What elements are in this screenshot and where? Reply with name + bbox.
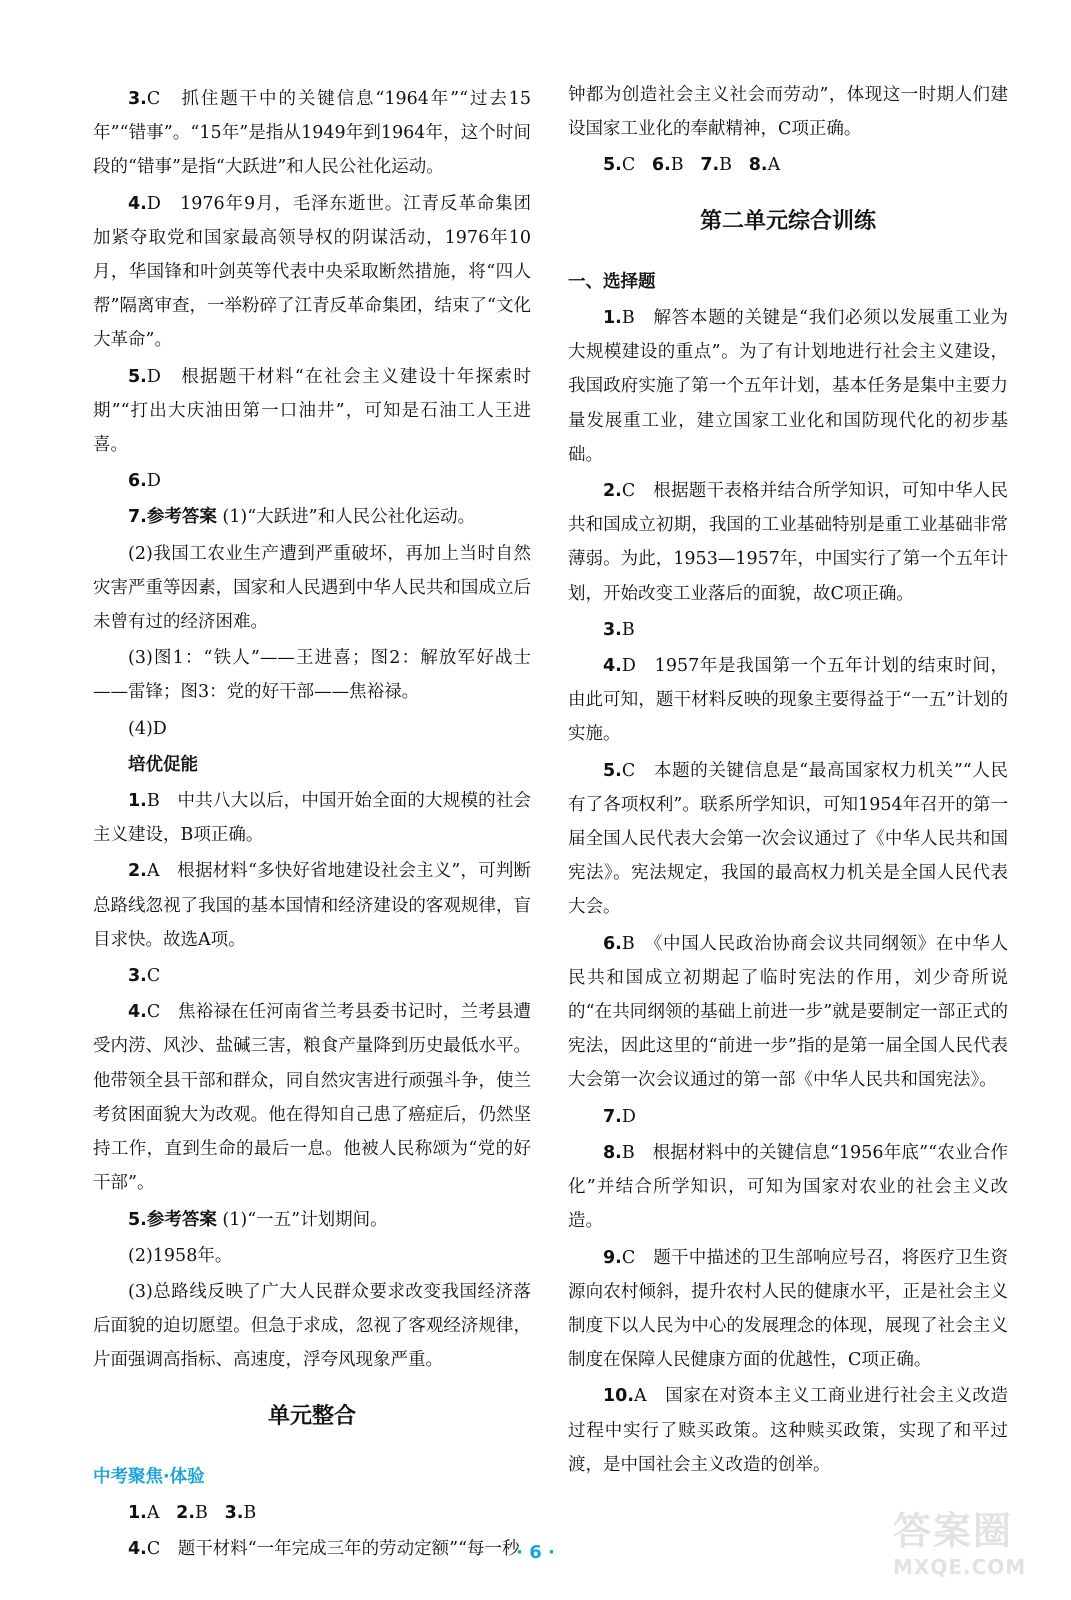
answer-item: 3.C — [128, 966, 161, 987]
answer-item: 5.D 根据题干材料“在社会主义建设十年探索时期”“打出大庆油田第一口油井”，可知是石油工人王进喜。 — [93, 366, 531, 456]
section-heading-peiyou: 培优促能 — [128, 754, 198, 775]
answer-item: 5.参考答案 (1)“一五”计划期间。 — [128, 1209, 388, 1230]
left-column — [93, 82, 531, 1568]
page-number: · 6 · — [516, 1542, 555, 1563]
answer-item: 4.C 焦裕禄在任河南省兰考县委书记时，兰考县遭受内涝、风沙、盐碱三害，粮食产量降到历史最低水平。他带领全县干部和群众，同自然灾害进行顽强斗争，使兰考贫困面貌大为改观。他在得知自己患了癌症后，仍然坚持工作，直到生命的最后一息。他被人民称颂为“党的好干部”。 — [93, 1002, 531, 1194]
answer-item: 8.B 根据材料中的关键信息“1956年底”“农业合作化”并结合所学知识，可知为国家对农业的社会主义改造。 — [568, 1142, 1008, 1232]
answer-subpart: (3)总路线反映了广大人民群众要求改变我国经济落后面貌的迫切愿望。但急于求成，忽视了客观经济规律，片面强调高指标、高速度，浮夸风现象严重。 — [93, 1281, 531, 1371]
answer-item: 1.B 中共八大以后，中国开始全面的大规模的社会主义建设，B项正确。 — [93, 791, 531, 846]
answer-item: 3.B — [603, 619, 635, 640]
answer-line: 1.A 2.B 3.B — [128, 1502, 257, 1523]
answer-item: 6.B 《中国人民政治协商会议共同纲领》在中华人民共和国成立初期起了临时宪法的作用，刘少奇所说的“在共同纲领的基础上前进一步”就是要制定一部正式的宪法，因此这里的“前进一步”指的是第一届全国人民代表大会第一次会议通过的第一部《中华人民共和国宪法》。 — [568, 933, 1008, 1091]
answer-item: 4.D 1957年是我国第一个五年计划的结束时间，由此可知，题干材料反映的现象主要得益于“一五”计划的实施。 — [568, 656, 1008, 745]
watermark-bottom: MXQE.COM — [893, 1555, 1027, 1579]
answer-item: 7.参考答案 (1)“大跃进”和人民公社化运动。 — [128, 507, 476, 528]
answer-subpart: (2)1958年。 — [128, 1245, 233, 1266]
answer-item: 2.A 根据材料“多快好省地建设社会主义”，可判断总路线忽视了我国的基本国情和经济建设的客观规律，盲目求快。故选A项。 — [93, 861, 531, 950]
watermark-logo — [893, 1500, 1053, 1580]
answer-item: 6.D — [128, 471, 161, 492]
answer-line: 5.C 6.B 7.B 8.A — [603, 155, 781, 176]
answer-item: 1.B 解答本题的关键是“我们必须以发展重工业为大规模建设的重点”。为了有计划地进行社会主义建设，我国政府实施了第一个五年计划，基本任务是集中主要力量发展重工业，建立国家工业化和国防现代化的初步基础。 — [568, 308, 1008, 465]
answer-item: 4.C 题干材料“一年完成三年的劳动定额”“每一秒 — [128, 1539, 520, 1560]
answer-item: 2.C 根据题干表格并结合所学知识，可知中华人民共和国成立初期，我国的工业基础特别是重工业基础非常薄弱。为此，1953—1957年，中国实行了第一个五年计划，开始改变工业落后的面貌，故C项正确。 — [568, 481, 1008, 604]
answer-item: 5.C 本题的关键信息是“最高国家权力机关”“人民有了各项权利”。联系所学知识，可知1954年召开的第一届全国人民代表大会第一次会议通过了《中华人民共和国宪法》。宪法规定，我国的最高权力机关是全国人民代表大会。 — [568, 760, 1008, 918]
unit-test-title: 第二单元综合训练 — [699, 208, 876, 234]
watermark-top: 答案圈 — [893, 1509, 1014, 1553]
answer-subpart: (4)D — [128, 718, 167, 739]
answer-item: 7.D — [603, 1106, 636, 1127]
section-heading-choice: 一、选择题 — [568, 271, 656, 292]
section-heading-zhongkao: 中考聚焦·体验 — [93, 1466, 205, 1487]
answer-subpart: (3)图1：“铁人”——王进喜；图2：解放军好战士——雷锋；图3：党的好干部——焦裕禄。 — [93, 648, 531, 703]
answer-continuation: 钟都为创造社会主义社会而劳动”，体现这一时期人们建设国家工业化的奉献精神，C项正确。 — [568, 85, 1008, 140]
unit-title: 单元整合 — [267, 1403, 356, 1429]
answer-item: 4.D 1976年9月，毛泽东逝世。江青反革命集团加紧夺取党和国家最高领导权的阴谋活动，1976年10月，华国锋和叶剑英等代表中央采取断然措施，将“四人帮”隔离审查，一举粉碎了江青反革命集团，结束了“文化大革命”。 — [93, 193, 531, 351]
answer-item: 9.C 题干中描述的卫生部响应号召，将医疗卫生资源向农村倾斜，提升农村人民的健康水平，正是社会主义制度下以人民为中心的发展理念的体现，展现了社会主义制度在保障人民健康方面的优越性，C项正确。 — [568, 1247, 1008, 1371]
answer-item: 10.A 国家在对资本主义工商业进行社会主义改造过程中实行了赎买政策。这种赎买政策，实现了和平过渡，是中国社会主义改造的创举。 — [568, 1386, 1008, 1475]
right-column — [568, 78, 1008, 1484]
answer-item: 3.C 抓住题干中的关键信息“1964年”“过去15年”“错事”。“15年”是指从1949年到1964年，这个时间段的“错事”是指“大跃进”和人民公社化运动。 — [93, 89, 531, 178]
answer-subpart: (2)我国工农业生产遭到严重破坏，再加上当时自然灾害严重等因素，国家和人民遇到中华人民共和国成立后未曾有过的经济困难。 — [93, 543, 531, 633]
